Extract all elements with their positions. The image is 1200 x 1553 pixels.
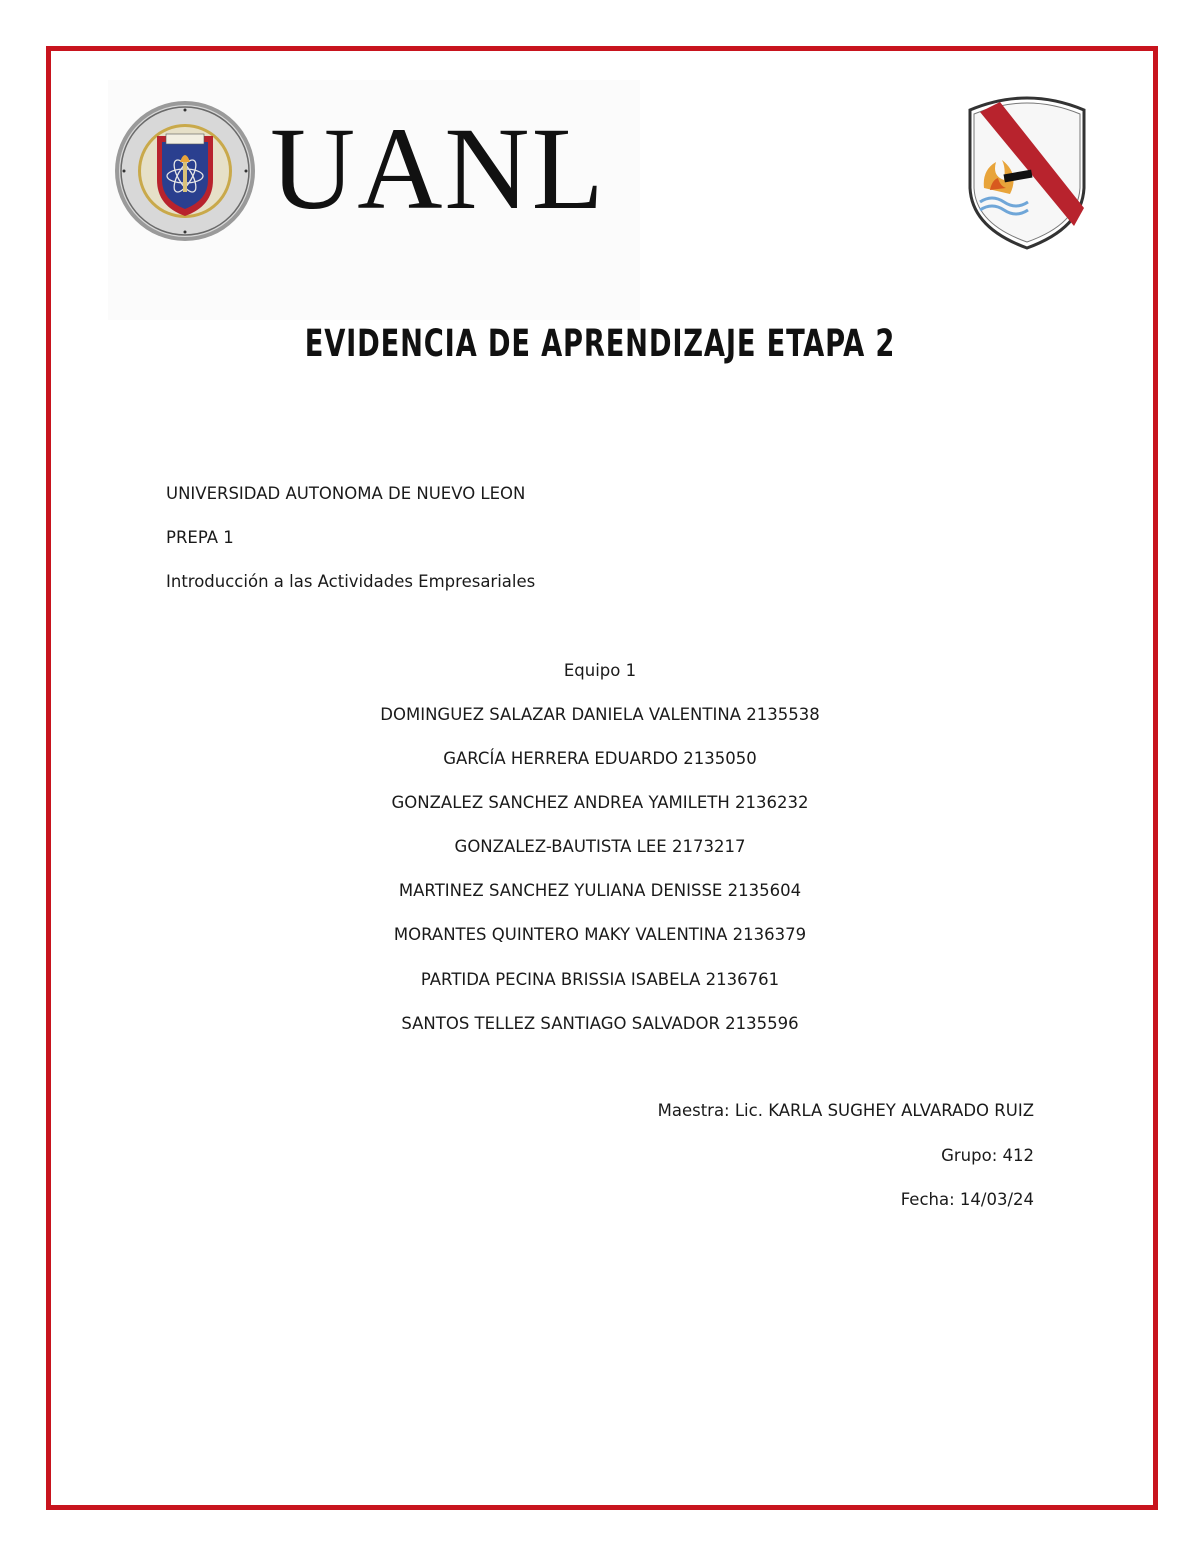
uanl-wordmark: UANL — [270, 103, 606, 234]
team-member: DOMINGUEZ SALAZAR DANIELA VALENTINA 2135538 — [380, 705, 820, 724]
uanl-logo — [108, 80, 640, 320]
team-member: GONZALEZ SANCHEZ ANDREA YAMILETH 2136232 — [391, 793, 809, 812]
group-number: Grupo: 412 — [941, 1146, 1034, 1165]
teacher-name: Maestra: Lic. KARLA SUGHEY ALVARADO RUIZ — [657, 1101, 1034, 1120]
team-member: PARTIDA PECINA BRISSIA ISABELA 2136761 — [420, 970, 780, 989]
prepa-crest-icon — [962, 90, 1092, 252]
subject-name: Introducción a las Actividades Empresariales — [166, 572, 536, 591]
document-title: EVIDENCIA DE APRENDIZAJE ETAPA 2 — [304, 322, 896, 365]
team-label: Equipo 1 — [563, 661, 637, 680]
uanl-seal-icon — [112, 98, 258, 244]
team-member: MORANTES QUINTERO MAKY VALENTINA 2136379 — [393, 925, 807, 944]
team-member: GONZALEZ-BAUTISTA LEE 2173217 — [454, 837, 746, 856]
university-name: UNIVERSIDAD AUTONOMA DE NUEVO LEON — [166, 484, 526, 503]
team-member: GARCÍA HERRERA EDUARDO 2135050 — [443, 749, 757, 768]
team-member: MARTINEZ SANCHEZ YULIANA DENISSE 2135604 — [398, 881, 802, 900]
school-name: PREPA 1 — [166, 528, 234, 547]
document-date: Fecha: 14/03/24 — [900, 1190, 1034, 1209]
team-member: SANTOS TELLEZ SANTIAGO SALVADOR 2135596 — [401, 1014, 799, 1033]
